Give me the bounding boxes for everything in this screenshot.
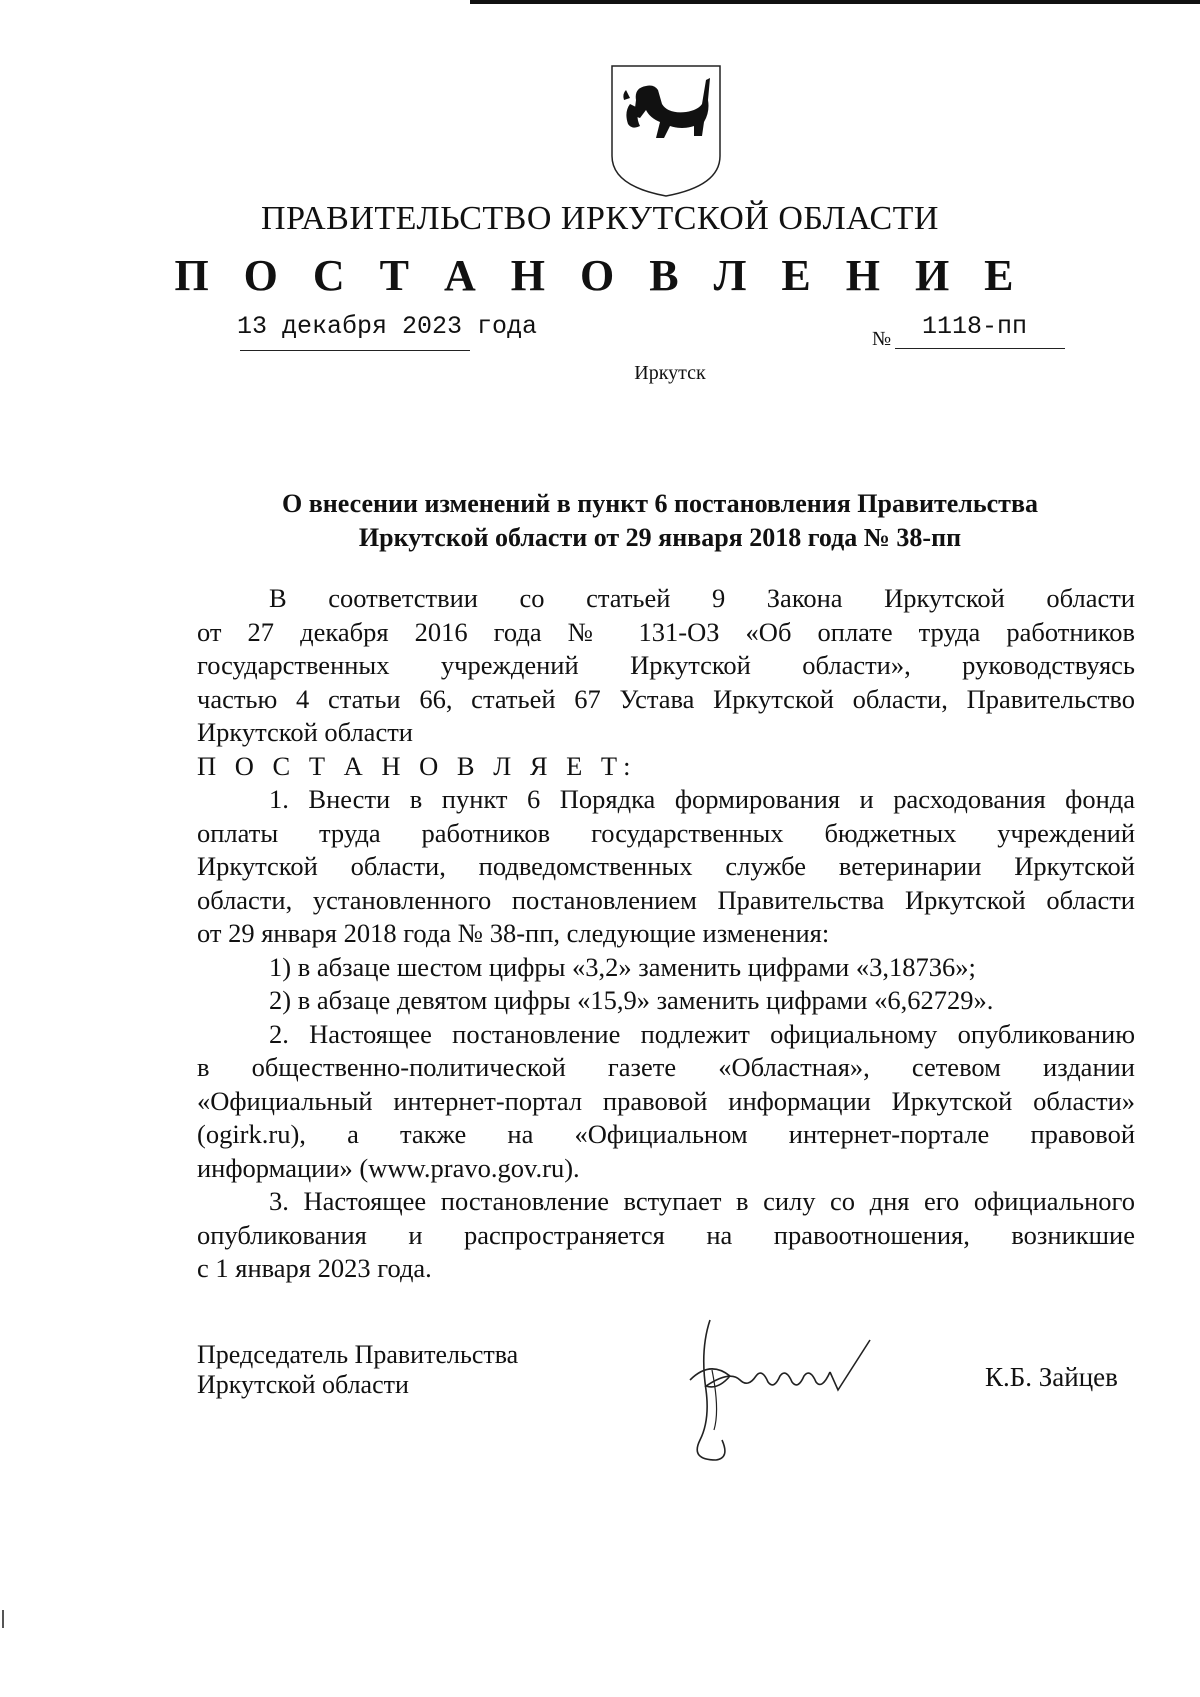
decree-date: 13 декабря 2023 года [237, 312, 538, 341]
item-1-line: области, установленного постановлением Правительства Иркутской области [197, 884, 1135, 915]
item-2-line: «Официальный интернет-портал правовой информации Иркутской области» [197, 1085, 1135, 1116]
item-1-line: 1. Внести в пункт 6 Порядка формирования и расходования фонда [269, 784, 1135, 814]
scan-artifact [2, 1610, 4, 1628]
preamble-line: Иркутской области [197, 717, 413, 747]
number-underline [895, 348, 1065, 349]
government-name: ПРАВИТЕЛЬСТВО ИРКУТСКОЙ ОБЛАСТИ [261, 200, 939, 237]
item-3-line: 3. Настоящее постановление вступает в силу со дня его официального [269, 1186, 1135, 1216]
subject-line: Иркутской области от 29 января 2018 года № 38-пп [358, 523, 962, 552]
preamble-line: В соответствии со статьей 9 Закона Иркутской области [269, 583, 1135, 613]
decree-body [197, 582, 1135, 1286]
signatory-title [197, 1340, 518, 1400]
item-2-line: информации» (www.pravo.gov.ru). [197, 1152, 580, 1183]
item-1-line: от 29 января 2018 года № 38-пп, следующие изменения: [197, 918, 830, 948]
signatory-title-line: Иркутской области [197, 1370, 409, 1399]
preamble-line: от 27 декабря 2016 года № 131-ОЗ «Об оплате труда работников [197, 616, 1135, 647]
preamble-line: частью 4 статьи 66, статьей 67 Устава Иркутской области, Правительство [197, 683, 1135, 714]
item-2-line: (ogirk.ru), а также на «Официальном интернет-портале правовой [197, 1119, 1135, 1149]
handwritten-signature [670, 1310, 920, 1470]
resolves-heading: П О С Т А Н О В Л Я Е Т: [197, 750, 637, 781]
city-name: Иркутск [634, 362, 706, 384]
top-border-line [470, 0, 1200, 4]
item-3-line: с 1 января 2023 года. [197, 1253, 432, 1283]
coat-of-arms-icon [606, 60, 726, 200]
preamble-line: государственных учреждений Иркутской области», руководствуясь [197, 650, 1135, 680]
item-1-subitem-2: 2) в абзаце девятом цифры «15,9» заменить цифрами «6,62729». [269, 985, 994, 1015]
decree-number: 1118-пп [922, 312, 1028, 341]
item-2-line: 2. Настоящее постановление подлежит официальному опубликованию [269, 1018, 1135, 1049]
item-2-line: в общественно-политической газете «Областная», сетевом издании [197, 1052, 1135, 1082]
item-3-line: опубликования и распространяется на правоотношения, возникшие [197, 1219, 1135, 1250]
item-1-subitem-1: 1) в абзаце шестом цифры «3,2» заменить цифрами «3,18736»; [269, 951, 976, 982]
signatory-name: К.Б. Зайцев [985, 1362, 1118, 1392]
item-1-line: Иркутской области, подведомственных службе ветеринарии Иркутской [197, 851, 1135, 881]
signatory-title-line: Председатель Правительства [197, 1340, 519, 1369]
subject-line: О внесении изменений в пункт 6 постановления Правительства [282, 489, 1038, 518]
number-sign: № [872, 328, 892, 350]
item-1-line: оплаты труда работников государственных бюджетных учреждений [197, 817, 1135, 848]
decree-subject [220, 487, 1100, 555]
document-type: П О С Т А Н О В Л Е Н И Е [174, 251, 1026, 300]
date-underline [240, 350, 470, 351]
